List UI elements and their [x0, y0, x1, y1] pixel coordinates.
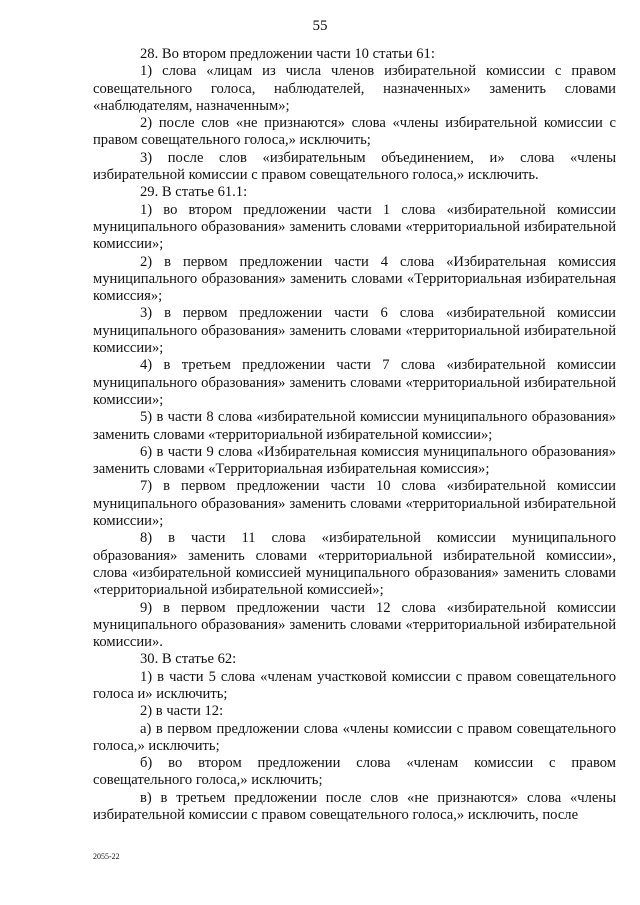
paragraph: 2) в первом предложении части 4 слова «Избирательная комиссия муниципального образования» заменить словами «Территориальная избирательная комиссия»; — [93, 253, 616, 305]
paragraph: 2) после слов «не признаются» слова «члены избирательной комиссии с правом совещательного голоса,» исключить; — [93, 115, 616, 149]
paragraph: в) в третьем предложении после слов «не признаются» слова «члены избирательной комиссии с правом совещательного голоса,» исключить, после — [93, 789, 616, 824]
paragraph: 1) слова «лицам из числа членов избирательной комиссии с правом совещательного голоса, наблюдателей, назначенных» заменить словами «наблюдателям, назначенным»; — [93, 63, 616, 114]
paragraph: 2) в части 12: — [140, 703, 224, 720]
page-number: 55 — [312, 18, 328, 34]
document-body — [93, 46, 616, 824]
paragraph: 9) в первом предложении части 12 слова «избирательной комиссии муниципального образования» заменить словами «территориальной избирательной комиссии». — [93, 599, 616, 651]
paragraph: а) в первом предложении слова «члены комиссии с правом совещательного голоса,» исключить; — [93, 720, 616, 754]
paragraph: 4) в третьем предложении части 7 слова «избирательной комиссии муниципального образования» заменить словами «территориальной избирательной комиссии»; — [93, 357, 616, 408]
paragraph: 28. Во втором предложении части 10 статьи 61: — [140, 46, 435, 62]
paragraph: 3) после слов «избирательным объединением, и» слова «члены избирательной комиссии с правом совещательного голоса,» исключить. — [93, 149, 616, 184]
paragraph: 8) в части 11 слова «избирательной комиссии муниципального образования» заменить словами «территориальной избирательной комиссии», слова «избирательной комиссией муниципального образования» заменить словами «территориальной избирательной комиссией»; — [93, 530, 616, 599]
paragraph: 6) в части 9 слова «Избирательная комиссия муниципального образования» заменить словами «Территориальная избирательная комиссия»; — [93, 443, 616, 478]
document-code: 2055-22 — [93, 852, 120, 861]
paragraph: б) во втором предложении слова «членам комиссии с правом совещательного голоса,» исключить; — [93, 755, 616, 789]
paragraph: 5) в части 8 слова «избирательной комиссии муниципального образования» заменить словами «территориальной избирательной комиссии»; — [93, 409, 616, 443]
paragraph: 7) в первом предложении части 10 слова «избирательной комиссии муниципального образования» заменить словами «территориальной избирательной комиссии»; — [93, 478, 616, 530]
paragraph: 29. В статье 61.1: — [140, 184, 248, 201]
paragraph: 1) в части 5 слова «членам участковой комиссии с правом совещательного голоса и» исключить; — [93, 668, 616, 702]
paragraph: 3) в первом предложении части 6 слова «избирательной комиссии муниципального образования» заменить словами «территориальной избирательной комиссии»; — [93, 305, 616, 357]
paragraph: 30. В статье 62: — [140, 651, 237, 668]
paragraph: 1) во втором предложении части 1 слова «избирательной комиссии муниципального образования» заменить словами «территориальной избирательной комиссии»; — [93, 201, 616, 253]
